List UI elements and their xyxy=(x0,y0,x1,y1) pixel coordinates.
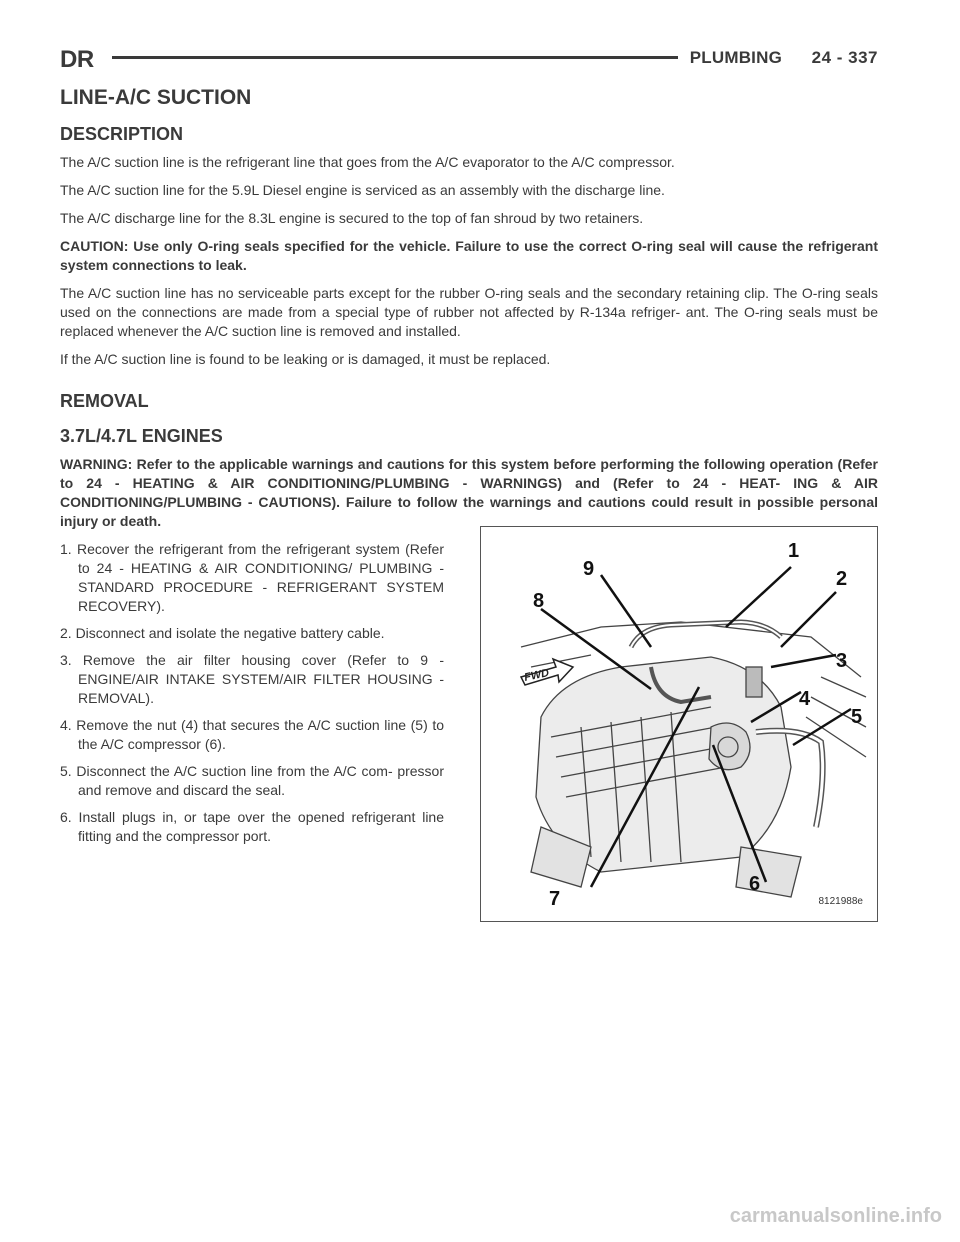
callout-1: 1 xyxy=(788,540,800,562)
warning-text: WARNING: Refer to the applicable warnings and cautions for this system before performing the following operation (Refer to 24 - HEATING & AIR CONDITIONING/PLUMBING - WARNINGS) and (Refer to 24 - HEAT- ING & AIR CONDITIONING/PLUMBING - CAUTIONS). Failure to follow the warnings and cautions could result in possible personal injury or death. xyxy=(60,456,878,529)
list-item: 4. Remove the nut (4) that secures the A/C suction line (5) to the A/C compressor (6). xyxy=(60,717,444,752)
removal-steps xyxy=(60,540,444,854)
page-title: LINE-A/C SUCTION xyxy=(60,86,252,109)
description-heading: DESCRIPTION xyxy=(60,124,184,144)
list-item: 3. Remove the air filter housing cover (Refer to 9 - ENGINE/AIR INTAKE SYSTEM/AIR FILTER HOUSING - REMOVAL). xyxy=(60,652,444,706)
list-item: 1. Recover the refrigerant from the refrigerant system (Refer to 24 - HEATING & AIR CONDITIONING/ PLUMBING - STANDARD PROCEDURE - REFRIGERANT SYSTEM RECOVERY). xyxy=(60,541,444,614)
callout-2: 2 xyxy=(836,568,848,590)
page-content xyxy=(60,86,878,960)
fwd-label: FWD xyxy=(523,666,551,684)
engine-diagram xyxy=(480,526,878,922)
callout-5: 5 xyxy=(851,706,863,728)
header-page-number: 24 - 337 xyxy=(811,48,878,67)
list-item: 5. Disconnect the A/C suction line from the A/C com- pressor and remove and discard the seal. xyxy=(60,763,444,798)
header-section: PLUMBING xyxy=(689,48,782,67)
list-item: 2. Disconnect and isolate the negative battery cable. xyxy=(60,625,385,641)
header-model: DR xyxy=(60,46,94,73)
description-paragraph: If the A/C suction line is found to be leaking or is damaged, it must be replaced. xyxy=(60,351,551,367)
page-header xyxy=(60,44,878,72)
callout-3: 3 xyxy=(836,650,848,672)
description-paragraph: The A/C suction line for the 5.9L Diesel engine is serviced as an assembly with the discharge line. xyxy=(60,182,665,198)
description-paragraph: The A/C suction line is the refrigerant line that goes from the A/C evaporator to the A/C compressor. xyxy=(60,154,675,170)
callout-9: 9 xyxy=(583,558,595,580)
figure-id: 8121988e xyxy=(818,896,863,907)
caution-text: CAUTION: Use only O-ring seals specified for the vehicle. Failure to use the correct O-ring seal will cause the refrigerant system connections to leak. xyxy=(60,238,878,273)
procedure-section xyxy=(60,540,878,960)
watermark: carmanualsonline.info xyxy=(729,1205,942,1227)
description-paragraph: The A/C discharge line for the 8.3L engine is secured to the top of fan shroud by two retainers. xyxy=(60,210,644,226)
engine-illustration xyxy=(481,527,877,921)
callout-8: 8 xyxy=(533,590,545,612)
callout-6: 6 xyxy=(749,873,761,895)
description-paragraph: The A/C suction line has no serviceable parts except for the rubber O-ring seals and the secondary retaining clip. The O-ring seals used on the connections are made from a special type of rubber not affected by R-134a refriger- ant. The O-ring seals must be replaced whenever the A/C suction line is removed and installed. xyxy=(60,285,878,339)
list-item: 6. Install plugs in, or tape over the opened refrigerant line fitting and the compressor port. xyxy=(60,809,444,844)
removal-heading: REMOVAL xyxy=(60,391,149,411)
callout-7: 7 xyxy=(549,888,561,910)
callout-4: 4 xyxy=(799,688,811,710)
engine-subheading: 3.7L/4.7L ENGINES xyxy=(60,426,223,446)
header-rule xyxy=(112,56,678,59)
